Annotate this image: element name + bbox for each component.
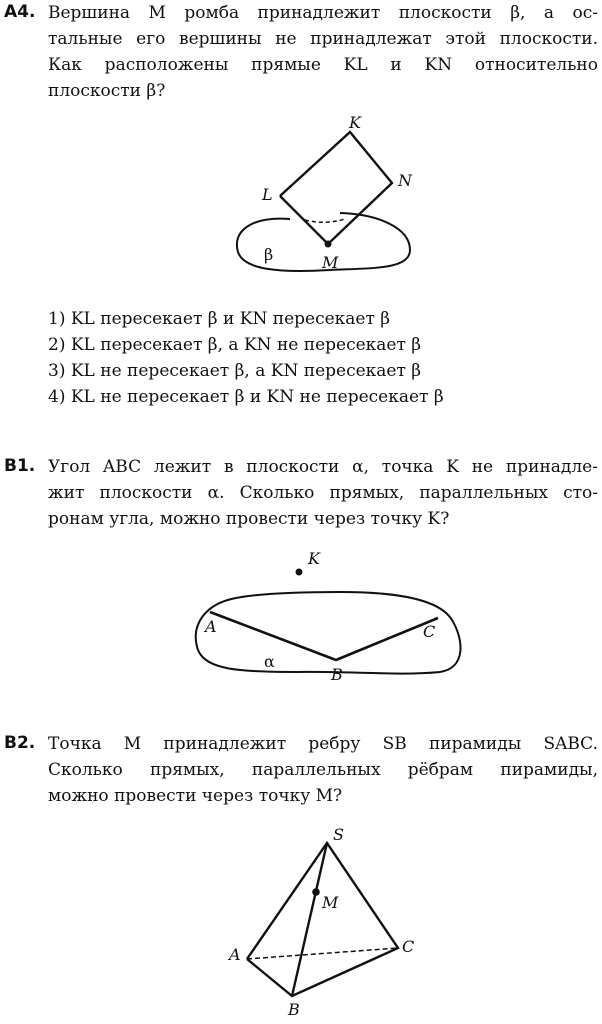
- vertex-label-s: S: [333, 825, 344, 844]
- problem-number-b2: B2.: [4, 733, 36, 753]
- vertex-label-c: C: [423, 622, 436, 641]
- problem-number-b1: B1.: [4, 456, 36, 476]
- vertex-label-c: C: [402, 937, 415, 956]
- plane-label-beta: β: [264, 245, 274, 264]
- point-k-dot: [296, 569, 303, 576]
- a4-option-1: 1) KL пересекает β и KN пересекает β: [48, 309, 391, 329]
- rhombus-edges: [280, 132, 392, 244]
- a4-option-4: 4) KL не пересекает β и KN не пересекает β: [48, 387, 444, 407]
- angle-abc-sides: [210, 612, 438, 660]
- a4-option-2: 2) KL пересекает β, а KN не пересекает β: [48, 335, 422, 355]
- a4-text-line: плоскости β?: [48, 81, 166, 101]
- b2-text-line: Сколько прямых, параллельных рёбрам пирамиды,: [48, 760, 598, 780]
- a4-option-3: 3) KL не пересекает β, а KN пересекает β: [48, 361, 422, 381]
- b2-text-line: можно провести через точку M?: [48, 786, 343, 806]
- a4-text-line: тальные его вершины не принадлежат этой плоскости.: [48, 29, 598, 49]
- point-m-dot: [312, 888, 320, 896]
- b1-text-line: ронам угла, можно провести через точку K?: [48, 509, 450, 529]
- plane-label-alpha: α: [264, 652, 275, 671]
- point-label-k: K: [308, 549, 320, 568]
- problem-number-a4: A4.: [4, 2, 36, 22]
- a4-text-line: Как расположены прямые KL и KN относительно: [48, 55, 598, 75]
- vertex-label-n: N: [398, 171, 412, 190]
- plane-alpha-outline: [196, 592, 461, 674]
- vertex-label-a: A: [229, 945, 241, 964]
- point-label-m: M: [322, 893, 339, 912]
- edge-sb: [292, 843, 327, 996]
- plane-hidden-edge: [305, 219, 345, 222]
- vertex-label-m: M: [322, 253, 339, 272]
- vertex-label-k: K: [349, 113, 361, 132]
- b1-text-line: Угол ABC лежит в плоскости α, точка K не принадле-: [48, 457, 598, 477]
- point-m-dot: [325, 241, 332, 248]
- vertex-label-a: A: [205, 617, 217, 636]
- b2-text-line: Точка M принадлежит ребру SB пирамиды SABC.: [48, 734, 598, 754]
- b1-text-line: жит плоскости α. Сколько прямых, параллельных сто-: [48, 483, 598, 503]
- a4-text-line: Вершина M ромба принадлежит плоскости β, а ос-: [48, 3, 598, 23]
- vertex-label-l: L: [262, 185, 273, 204]
- vertex-label-b: B: [288, 1000, 300, 1019]
- vertex-label-b: B: [331, 665, 343, 684]
